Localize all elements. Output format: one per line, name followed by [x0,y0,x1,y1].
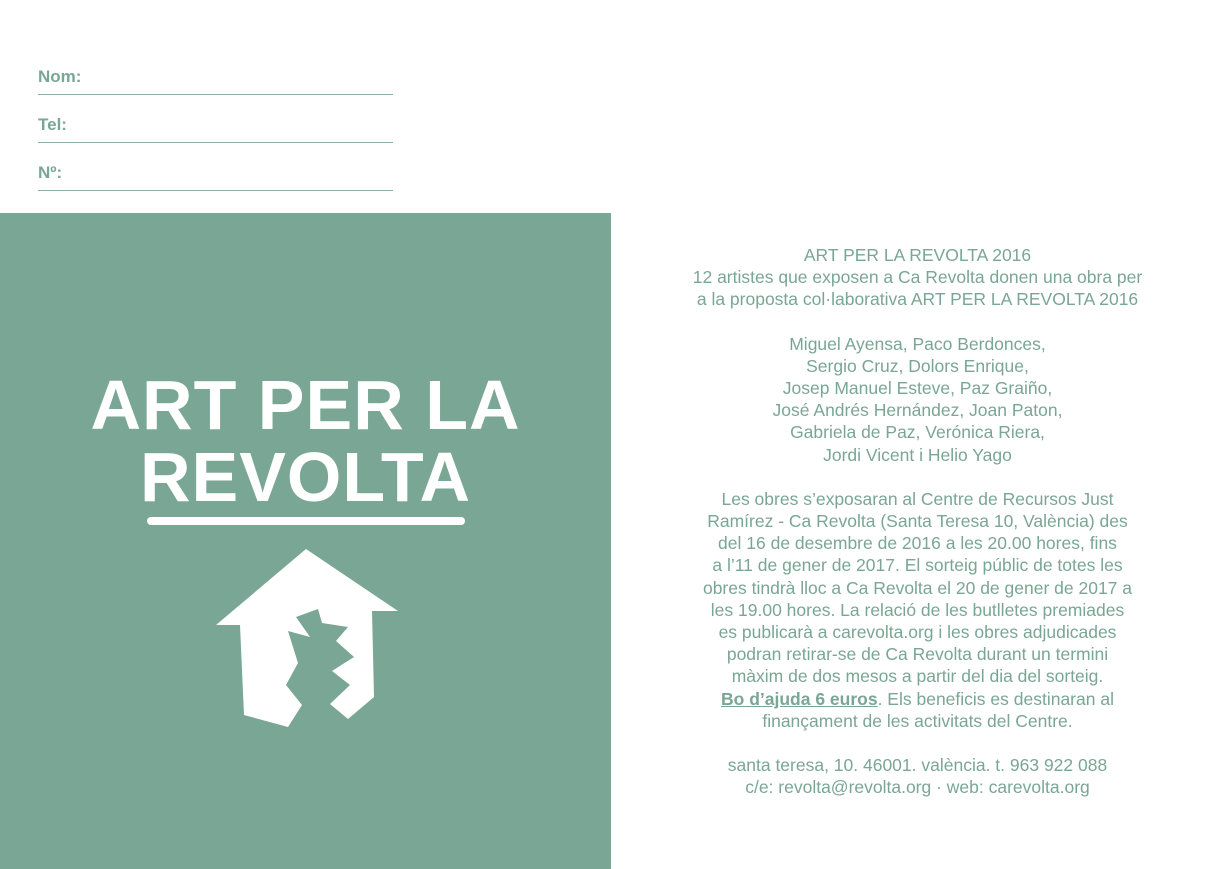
headline [0,366,611,516]
bo-ajuda-price: Bo d’ajuda 6 euros [721,688,878,709]
artists-line: Miguel Ayensa, Paco Berdonces, [789,333,1046,354]
ticket-form [38,58,393,202]
name-field[interactable] [38,58,393,95]
benefits-line-2: finançament de les activitats del Centre. [762,710,1073,731]
benefits-line [650,688,1185,710]
details-line: màxim de dos mesos a partir del dia del sorteig. [731,666,1104,687]
phone-label: Tel: [38,115,67,134]
artists-line: Sergio Cruz, Dolors Enrique, [806,355,1029,376]
number-label: Nº: [38,163,63,182]
artists-line: Jordi Vicent i Helio Yago [823,444,1012,465]
artists-line: Gabriela de Paz, Verónica Riera, [790,422,1045,443]
details-line: obres tindrà lloc a Ca Revolta el 20 de gener de 2017 a [702,577,1133,598]
details-line: a l’11 de gener de 2017. El sorteig públic de totes les [712,555,1123,576]
headline-underline [147,517,465,525]
artists-line: Josep Manuel Esteve, Paz Graiño, [782,378,1053,399]
contact: c/e: revolta@revolta.org · web: carevolta.org [745,777,1090,798]
info-heading: ART PER LA REVOLTA 2016 [803,245,1032,265]
details-line: Les obres s’exposaran al Centre de Recursos Just [721,488,1114,509]
headline-line-1: ART PER LA [90,366,521,444]
title-panel [0,213,611,869]
address: santa teresa, 10. 46001. valència. t. 963 922 088 [727,755,1108,776]
details-line: les 19.00 hores. La relació de les butlletes premiades [710,599,1125,620]
info-text [650,244,1185,798]
broken-house-icon [214,549,398,729]
name-label: Nom: [38,67,82,86]
artists-line: José Andrés Hernández, Joan Paton, [772,400,1063,421]
number-field[interactable] [38,154,393,191]
intro-line-2: a la proposta col·laborativa ART PER LA REVOLTA 2016 [696,289,1139,310]
headline-line-2: REVOLTA [139,438,472,516]
phone-field[interactable] [38,106,393,143]
details-line: Ramírez - Ca Revolta (Santa Teresa 10, València) des [707,511,1128,532]
intro-line-1: 12 artistes que exposen a Ca Revolta donen una obra per [692,267,1143,288]
details-line: podran retirar-se de Ca Revolta durant un termini [726,644,1109,665]
details-line: es publicarà a carevolta.org i les obres adjudicades [718,622,1117,643]
details-line: del 16 de desembre de 2016 a les 20.00 hores, fins [718,533,1117,554]
benefits-tail: . Els beneficis es destinaran al [877,688,1114,709]
